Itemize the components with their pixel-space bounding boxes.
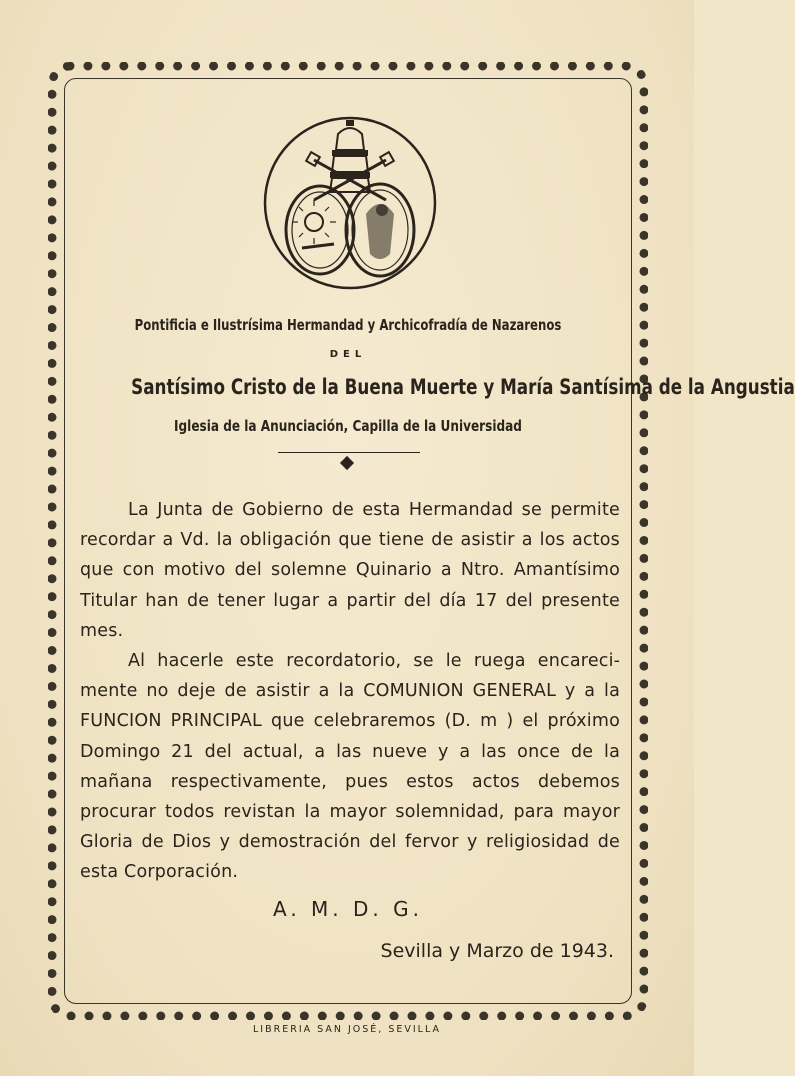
printer-credit: LIBRERIA SAN JOSÉ, SEVILLA [253,1024,441,1035]
coat-of-arms-icon [262,114,438,292]
brotherhood-heading: Pontificia e Ilustrísima Hermandad y Archicofradía de Nazarenos [134,316,562,334]
place-date: Sevilla y Marzo de 1943. [380,940,614,962]
divider-rule [278,452,420,453]
del-connector: DEL [329,349,367,360]
amdg-motto: A. M. D. G. [273,897,423,921]
paragraph-reminder: La Junta de Gobierno de esta Hermandad se permite recordar a Vd. la obligación que tiene de asistir a los actos que con motivo del solemne Quinario a Ntro. Amantísimo Titular han de tener lugar a partir del día 17 del presente mes. [80,500,620,641]
paragraph-communion: Al hacerle este recordatorio, se le ruega encarecimente no deje de asistir a la COMUNION GENERAL y a la FUNCION PRINCIPAL que celebraremos (D. m ) el próximo Domingo 21 del actual, a las nueve y a las once de la mañana respectivamente, pues estos actos debemos procurar todos revistan la mayor solemnidad, para mayor Gloria de Dios y demostración del fervor y religiosidad de esta Corporación. [80,651,620,883]
brotherhood-title: Santísimo Cristo de la Buena Muerte y María Santísima de la Angustia [131,375,795,400]
church-subtitle: Iglesia de la Anunciación, Capilla de la Universidad [174,417,522,435]
